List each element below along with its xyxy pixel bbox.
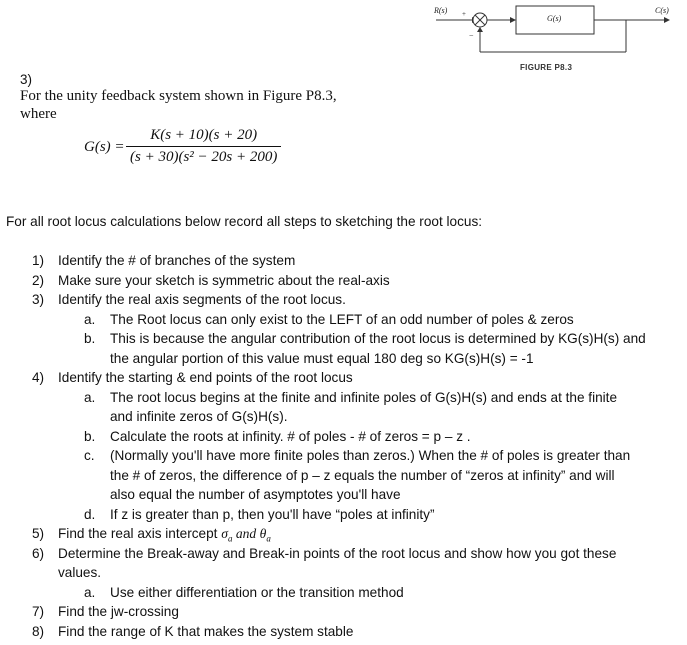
step-number: 8) [32, 623, 45, 639]
step-text: Find the jw-crossing [58, 604, 179, 619]
transfer-function-lhs: G(s) = [84, 139, 125, 155]
substep-letter: c. [84, 448, 95, 463]
substep-letter: a. [84, 311, 96, 327]
substep-text: (Normally you'll have more finite poles than zeros.) When the # of poles is greater than [110, 448, 631, 463]
step-text: Identify the starting & end points of the root locus [58, 370, 353, 385]
step-number: 6) [32, 545, 45, 561]
math-sigma-theta: $\sigma_a$ and $\theta_a$ [221, 526, 271, 544]
substep-letter: d. [84, 506, 96, 522]
input-label: R(s) [434, 6, 448, 15]
tf-denominator: (s + 30)(s² − 20s + 200) [130, 149, 278, 165]
block-label: G(s) [547, 14, 562, 23]
substep-text: the angular portion of this value must equal 180 deg so KG(s)H(s) = -1 [110, 350, 534, 366]
substep-text: and infinite zeros of G(s)H(s). [110, 409, 288, 424]
step-number: 2) [32, 272, 45, 288]
intro-text: For all root locus calculations below record all steps to sketching the root locus: [6, 214, 483, 229]
substep-text: The Root locus can only exist to the LEFT of an odd number of poles & zeros [110, 311, 574, 327]
step-text: Find the range of K that makes the system stable [58, 623, 354, 639]
step-number: 7) [32, 604, 45, 619]
step-text: Determine the Break-away and Break-in points of the root locus and show how you got these [58, 545, 617, 561]
substep-letter: a. [84, 389, 96, 405]
step-number: 1) [32, 253, 45, 268]
step-text: Make sure your sketch is symmetric about the real-axis [58, 272, 390, 288]
step-text: Identify the real axis segments of the root locus. [58, 292, 346, 307]
problem-statement: For the unity feedback system shown in Figure P8.3, [20, 88, 337, 104]
minus-sign: − [469, 31, 474, 40]
substep-letter: a. [84, 584, 96, 600]
figure-caption: FIGURE P8.3 [520, 63, 573, 72]
transfer-function-fraction [126, 127, 281, 166]
substep-text: also equal the number of asymptotes you'll have [110, 487, 401, 502]
output-label: C(s) [655, 6, 669, 15]
step-number: 3) [32, 292, 45, 307]
step-text: Find the real axis intercept $\sigma_a$ and $\theta_a$ [58, 526, 271, 544]
substep-text: This is because the angular contribution of the root locus is determined by KG(s)H(s) and [110, 331, 646, 346]
substep-text: The root locus begins at the finite and infinite poles of G(s)H(s) and ends at the finite [110, 389, 618, 405]
feedback-arrow [477, 27, 483, 32]
problem-number: 3) [20, 72, 33, 87]
step-number: 5) [32, 526, 45, 541]
step-text: Identify the # of branches of the system [58, 253, 296, 268]
problem-statement-where: where [20, 106, 57, 122]
plus-sign: + [462, 10, 466, 18]
substep-letter: b. [84, 428, 96, 444]
substep-text: Calculate the roots at infinity. # of poles - # of zeros = p – z . [110, 428, 471, 444]
step-text-continued: values. [58, 565, 102, 580]
substep-text: the # of zeros, the difference of p – z equals the number of “zeros at infinity” and will [110, 467, 615, 483]
tf-numerator: K(s + 10)(s + 20) [150, 127, 258, 143]
substep-letter: b. [84, 331, 96, 346]
substep-text: Use either differentiation or the transition method [110, 584, 404, 600]
substep-text: If z is greater than p, then you'll have “poles at infinity” [110, 506, 435, 522]
block-diagram [0, 0, 687, 80]
step-number: 4) [32, 370, 45, 385]
